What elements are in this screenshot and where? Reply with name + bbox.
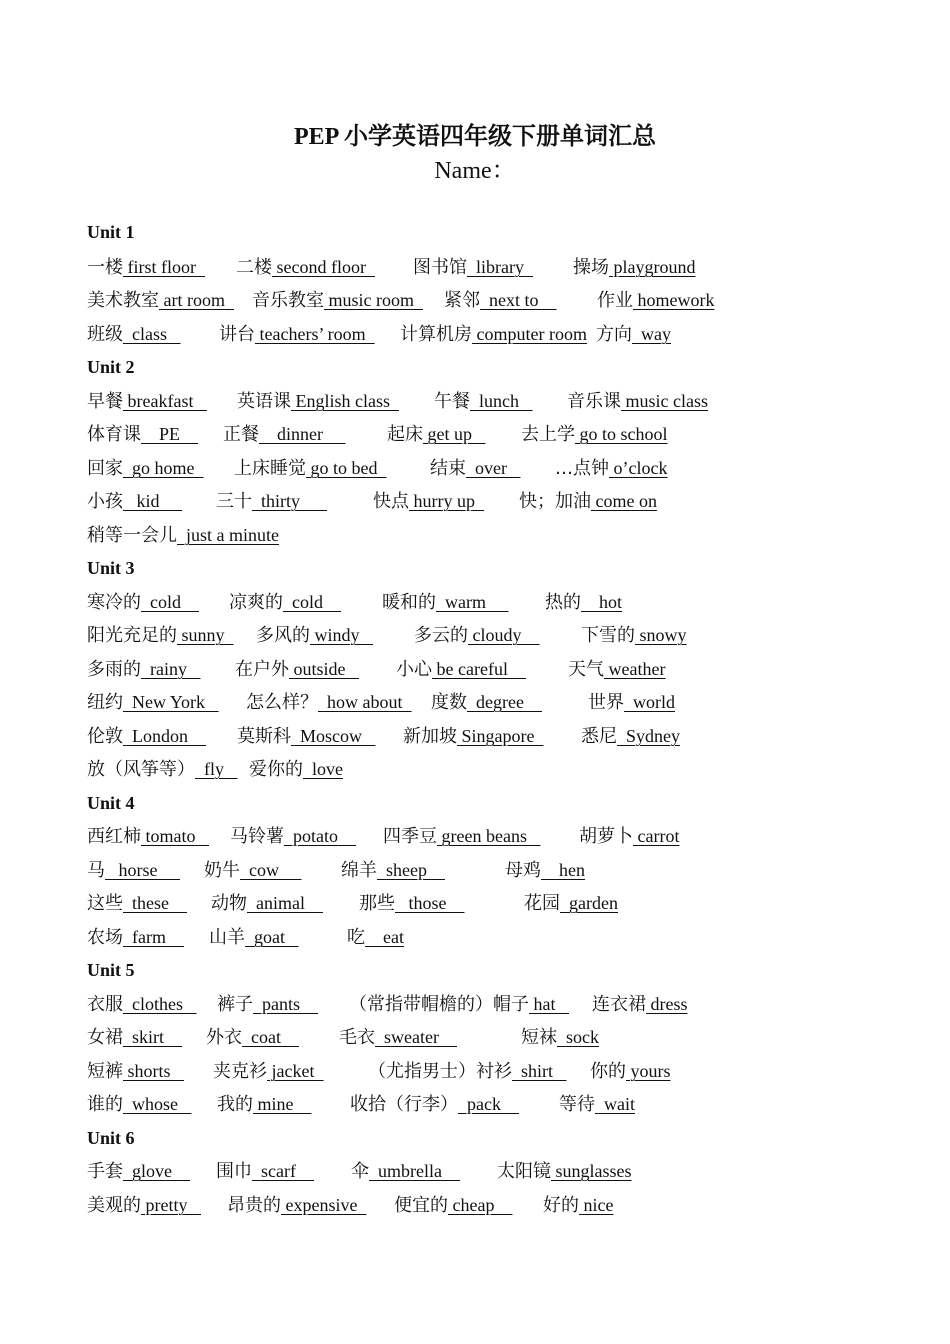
english-answer: sunny — [177, 625, 234, 645]
english-answer: glove — [123, 1161, 190, 1181]
chinese-term: 伞 — [351, 1161, 369, 1182]
english-answer: weather — [604, 659, 666, 679]
vocab-entry — [592, 992, 688, 1017]
vocab-entry — [87, 690, 219, 715]
chinese-term: 多雨的 — [87, 659, 141, 680]
english-answer: pack — [458, 1094, 519, 1114]
english-answer: shirt — [512, 1061, 567, 1081]
english-answer: goat — [245, 927, 299, 947]
english-answer: cloudy — [468, 625, 540, 645]
chinese-term: 在户外 — [235, 659, 289, 680]
vocab-entry — [237, 724, 376, 749]
vocab-entry — [216, 1159, 314, 1184]
vocab-entry — [590, 1059, 671, 1084]
vocab-entry — [521, 1025, 599, 1050]
vocab-entry — [87, 1059, 184, 1084]
english-answer: outside — [289, 659, 359, 679]
chinese-term: 美术教室 — [87, 290, 159, 311]
unit-heading: Unit 1 — [87, 222, 135, 242]
chinese-term: 天气 — [568, 659, 604, 680]
english-answer: come on — [591, 491, 657, 511]
chinese-term: 山羊 — [209, 927, 245, 948]
chinese-term: 短袜 — [521, 1027, 557, 1048]
vocab-entry — [347, 925, 404, 950]
vocab-entry — [382, 590, 508, 615]
chinese-term: 操场 — [573, 257, 609, 278]
chinese-term: 方向 — [596, 324, 632, 345]
chinese-term: 奶牛 — [204, 860, 240, 881]
chinese-term: 多风的 — [256, 625, 310, 646]
vocab-entry — [359, 891, 465, 916]
chinese-term: 你的 — [590, 1061, 626, 1082]
chinese-term: 吃 — [347, 927, 365, 948]
vocab-entry — [555, 456, 667, 481]
vocab-entry — [373, 489, 484, 514]
english-answer: sunglasses — [551, 1161, 632, 1181]
english-answer: green beans — [437, 826, 541, 846]
vocab-entry — [252, 288, 423, 313]
vocab-entry — [431, 690, 542, 715]
vocab-entry — [216, 489, 327, 514]
english-answer: cold — [141, 592, 199, 612]
english-answer: whose — [123, 1094, 192, 1114]
chinese-term: 结束 — [430, 458, 466, 479]
chinese-term: 母鸡 — [505, 860, 541, 881]
chinese-term: 裤子 — [217, 994, 253, 1015]
english-answer: skirt — [123, 1027, 183, 1047]
chinese-term: 怎么样？ — [246, 692, 318, 713]
english-answer: o’clock — [609, 458, 668, 478]
vocab-entry — [227, 1193, 366, 1218]
vocab-entry — [87, 858, 180, 883]
english-answer: animal — [247, 893, 323, 913]
vocab-entry — [87, 1159, 190, 1184]
vocab-entry — [87, 288, 234, 313]
english-answer: potato — [284, 826, 356, 846]
name-label: Name： — [434, 158, 516, 184]
english-answer: sweater — [375, 1027, 457, 1047]
vocab-entry — [87, 657, 200, 682]
english-answer: pretty — [141, 1195, 201, 1215]
vocab-entry — [87, 891, 187, 916]
english-answer: homework — [633, 290, 715, 310]
chinese-term: 三十 — [216, 491, 252, 512]
english-answer: sheep — [377, 860, 445, 880]
english-answer: nice — [579, 1195, 614, 1215]
vocab-entry — [430, 456, 520, 481]
vocab-entry — [87, 757, 238, 782]
chinese-term: 纽约 — [87, 692, 123, 713]
chinese-term: 悉尼 — [581, 726, 617, 747]
vocab-entry — [521, 422, 668, 447]
vocab-entry — [567, 389, 708, 414]
chinese-term: 作业 — [597, 290, 633, 311]
chinese-term: 绵羊 — [341, 860, 377, 881]
chinese-term: 动物 — [211, 893, 247, 914]
chinese-term: 昂贵的 — [227, 1195, 281, 1216]
english-answer: love — [303, 759, 343, 779]
vocab-entry — [87, 925, 184, 950]
chinese-term: 阳光充足的 — [87, 625, 177, 646]
vocab-entry — [87, 389, 207, 414]
english-answer: art room — [159, 290, 234, 310]
vocab-entry — [581, 623, 687, 648]
chinese-term: （常指带帽檐的）帽子 — [349, 994, 529, 1015]
chinese-term: 伦敦 — [87, 726, 123, 747]
vocab-entry — [237, 389, 399, 414]
vocab-entry — [87, 724, 206, 749]
vocab-entry — [545, 590, 622, 615]
vocab-entry — [219, 322, 375, 347]
vocab-entry — [596, 322, 671, 347]
english-answer: way — [632, 324, 671, 344]
english-answer: New York — [123, 692, 219, 712]
vocab-entry — [87, 1092, 192, 1117]
chinese-term: 四季豆 — [383, 826, 437, 847]
chinese-term: 马铃薯 — [230, 826, 284, 847]
chinese-term: 早餐 — [87, 391, 123, 412]
english-answer: kid — [123, 491, 183, 511]
english-answer: music class — [621, 391, 708, 411]
vocab-entry — [579, 824, 679, 849]
chinese-term: 小心 — [396, 659, 432, 680]
vocab-entry — [204, 858, 302, 883]
english-answer: fly — [195, 759, 238, 779]
chinese-term: 外衣 — [206, 1027, 242, 1048]
chinese-term: 起床 — [387, 424, 423, 445]
english-answer: get up — [423, 424, 486, 444]
english-answer: Sydney — [617, 726, 680, 746]
english-answer: eat — [365, 927, 404, 947]
vocab-entry — [213, 1059, 323, 1084]
vocab-entry — [597, 288, 714, 313]
chinese-term: 下雪的 — [581, 625, 635, 646]
chinese-term: 二楼 — [236, 257, 272, 278]
vocab-entry — [87, 523, 279, 548]
vocab-entry — [217, 1092, 312, 1117]
english-answer: just a minute — [177, 525, 279, 545]
english-answer: PE — [141, 424, 199, 444]
chinese-term: 多云的 — [414, 625, 468, 646]
english-answer: London — [123, 726, 206, 746]
vocab-entry — [235, 657, 359, 682]
chinese-term: 音乐课 — [567, 391, 621, 412]
vocab-entry — [394, 1193, 512, 1218]
english-answer: pants — [253, 994, 318, 1014]
english-answer: dress — [646, 994, 688, 1014]
vocab-entry — [217, 992, 318, 1017]
chinese-term: 热的 — [545, 592, 581, 613]
chinese-term: 女裙 — [87, 1027, 123, 1048]
chinese-term: 便宜的 — [394, 1195, 448, 1216]
vocab-entry — [581, 724, 680, 749]
chinese-term: 连衣裙 — [592, 994, 646, 1015]
unit-heading: Unit 6 — [87, 1128, 135, 1148]
vocab-entry — [505, 858, 585, 883]
vocab-entry — [497, 1159, 632, 1184]
english-answer: music room — [324, 290, 423, 310]
vocab-entry — [211, 891, 323, 916]
english-answer: clothes — [123, 994, 197, 1014]
chinese-term: 体育课 — [87, 424, 141, 445]
english-answer: go home — [123, 458, 204, 478]
english-answer: shorts — [123, 1061, 185, 1081]
english-answer: windy — [310, 625, 373, 645]
vocab-entry — [368, 1059, 567, 1084]
vocab-entry — [519, 489, 657, 514]
english-answer: wait — [595, 1094, 635, 1114]
chinese-term: 毛衣 — [339, 1027, 375, 1048]
english-answer: teachers’ room — [255, 324, 375, 344]
vocab-entry — [87, 992, 197, 1017]
vocab-entry — [87, 1193, 201, 1218]
vocab-entry — [573, 255, 695, 280]
chinese-term: 好的 — [543, 1195, 579, 1216]
chinese-term: 去上学 — [521, 424, 575, 445]
english-answer: Singapore — [457, 726, 544, 746]
chinese-term: 上床睡觉 — [234, 458, 306, 479]
chinese-term: 寒冷的 — [87, 592, 141, 613]
vocab-entry — [400, 322, 587, 347]
vocab-entry — [230, 824, 356, 849]
chinese-term: 我的 — [217, 1094, 253, 1115]
vocab-entry — [351, 1159, 460, 1184]
english-answer: hat — [529, 994, 569, 1014]
english-answer: degree — [467, 692, 542, 712]
chinese-term: 讲台 — [219, 324, 255, 345]
english-answer: farm — [123, 927, 184, 947]
vocab-entry — [444, 288, 557, 313]
vocab-entry — [568, 657, 665, 682]
english-answer: those — [395, 893, 465, 913]
english-answer: yours — [626, 1061, 671, 1081]
chinese-term: （尤指男士）衬衫 — [368, 1061, 512, 1082]
chinese-term: 农场 — [87, 927, 123, 948]
vocab-entry — [229, 590, 341, 615]
page-title: PEP 小学英语四年级下册单词汇总 — [293, 124, 656, 150]
chinese-term: 短裤 — [87, 1061, 123, 1082]
chinese-term: 手套 — [87, 1161, 123, 1182]
chinese-term: 紧邻 — [444, 290, 480, 311]
english-answer: these — [123, 893, 187, 913]
vocab-entry — [87, 489, 182, 514]
english-answer: lunch — [470, 391, 533, 411]
english-answer: go to school — [575, 424, 668, 444]
chinese-term: 英语课 — [237, 391, 291, 412]
chinese-term: 莫斯科 — [237, 726, 291, 747]
vocab-entry — [396, 657, 526, 682]
english-answer: over — [466, 458, 521, 478]
chinese-term: 围巾 — [216, 1161, 252, 1182]
chinese-term: 午餐 — [434, 391, 470, 412]
chinese-term: 胡萝卜 — [579, 826, 633, 847]
english-answer: tomato — [141, 826, 209, 846]
vocab-entry — [434, 389, 533, 414]
chinese-term: 收拾（行李） — [350, 1094, 458, 1115]
chinese-term: 夹克衫 — [213, 1061, 267, 1082]
chinese-term: 爱你的 — [249, 759, 303, 780]
english-answer: thirty — [252, 491, 327, 511]
chinese-term: …点钟 — [555, 458, 609, 479]
vocab-entry — [236, 255, 375, 280]
vocab-entry — [246, 690, 412, 715]
chinese-term: 放（风筝等） — [87, 759, 195, 780]
chinese-term: 美观的 — [87, 1195, 141, 1216]
vocab-entry — [414, 623, 540, 648]
english-answer: snowy — [635, 625, 687, 645]
vocab-entry — [87, 824, 209, 849]
english-answer: English class — [291, 391, 399, 411]
chinese-term: 世界 — [588, 692, 624, 713]
vocab-entry — [350, 1092, 519, 1117]
chinese-term: 班级 — [87, 324, 123, 345]
unit-heading: Unit 3 — [87, 558, 135, 578]
english-answer: expensive — [281, 1195, 367, 1215]
vocab-entry — [87, 255, 205, 280]
chinese-term: 回家 — [87, 458, 123, 479]
english-answer: go to bed — [306, 458, 387, 478]
chinese-term: 图书馆 — [413, 257, 467, 278]
vocab-entry — [87, 422, 198, 447]
vocab-entry — [413, 255, 533, 280]
english-answer: hot — [581, 592, 623, 612]
english-answer: dinner — [259, 424, 346, 444]
chinese-term: 这些 — [87, 893, 123, 914]
english-answer: cold — [283, 592, 341, 612]
vocab-entry — [87, 322, 181, 347]
vocab-entry — [223, 422, 345, 447]
chinese-term: 等待 — [559, 1094, 595, 1115]
vocab-entry — [87, 456, 204, 481]
english-answer: library — [467, 257, 533, 277]
chinese-term: 音乐教室 — [252, 290, 324, 311]
chinese-term: 稍等一会儿 — [87, 525, 177, 546]
english-answer: coat — [242, 1027, 299, 1047]
vocab-entry — [234, 456, 387, 481]
unit-heading: Unit 4 — [87, 793, 135, 813]
english-answer: computer room — [472, 324, 587, 344]
chinese-term: 一楼 — [87, 257, 123, 278]
english-answer: playground — [609, 257, 696, 277]
english-answer: hen — [541, 860, 585, 880]
english-answer: jacket — [267, 1061, 324, 1081]
vocab-entry — [559, 1092, 635, 1117]
vocab-entry — [249, 757, 343, 782]
english-answer: umbrella — [369, 1161, 460, 1181]
english-answer: mine — [253, 1094, 312, 1114]
english-answer: carrot — [633, 826, 680, 846]
chinese-term: 谁的 — [87, 1094, 123, 1115]
vocab-entry — [403, 724, 543, 749]
chinese-term: 小孩 — [87, 491, 123, 512]
english-answer: rainy — [141, 659, 201, 679]
vocab-entry — [588, 690, 675, 715]
vocab-entry — [256, 623, 373, 648]
vocab-entry — [87, 590, 199, 615]
vocab-entry — [387, 422, 486, 447]
english-answer: second floor — [272, 257, 375, 277]
english-answer: horse — [105, 860, 180, 880]
chinese-term: 西红柿 — [87, 826, 141, 847]
chinese-term: 暖和的 — [382, 592, 436, 613]
english-answer: garden — [560, 893, 618, 913]
chinese-term: 度数 — [431, 692, 467, 713]
english-answer: Moscow — [291, 726, 376, 746]
chinese-term: 快；加油 — [519, 491, 591, 512]
english-answer: next to — [480, 290, 557, 310]
english-answer: sock — [557, 1027, 599, 1047]
english-answer: warm — [436, 592, 509, 612]
english-answer: be careful — [432, 659, 526, 679]
vocab-entry — [524, 891, 618, 916]
chinese-term: 太阳镜 — [497, 1161, 551, 1182]
vocab-entry — [87, 1025, 182, 1050]
english-answer: breakfast — [123, 391, 207, 411]
chinese-term: 马 — [87, 860, 105, 881]
vocab-entry — [87, 623, 234, 648]
chinese-term: 凉爽的 — [229, 592, 283, 613]
chinese-term: 衣服 — [87, 994, 123, 1015]
english-answer: how about — [318, 692, 412, 712]
vocab-entry — [349, 992, 569, 1017]
unit-heading: Unit 5 — [87, 960, 135, 980]
chinese-term: 新加坡 — [403, 726, 457, 747]
vocab-entry — [341, 858, 445, 883]
vocab-entry — [209, 925, 299, 950]
chinese-term: 计算机房 — [400, 324, 472, 345]
vocab-entry — [206, 1025, 299, 1050]
chinese-term: 花园 — [524, 893, 560, 914]
english-answer: class — [123, 324, 181, 344]
english-answer: first floor — [123, 257, 205, 277]
chinese-term: 那些 — [359, 893, 395, 914]
english-answer: cow — [240, 860, 302, 880]
chinese-term: 快点 — [373, 491, 409, 512]
unit-heading: Unit 2 — [87, 357, 135, 377]
vocab-entry — [339, 1025, 457, 1050]
english-answer: world — [624, 692, 675, 712]
vocab-entry — [383, 824, 540, 849]
chinese-term: 正餐 — [223, 424, 259, 445]
english-answer: cheap — [448, 1195, 513, 1215]
english-answer: hurry up — [409, 491, 484, 511]
vocab-entry — [543, 1193, 613, 1218]
english-answer: scarf — [252, 1161, 314, 1181]
